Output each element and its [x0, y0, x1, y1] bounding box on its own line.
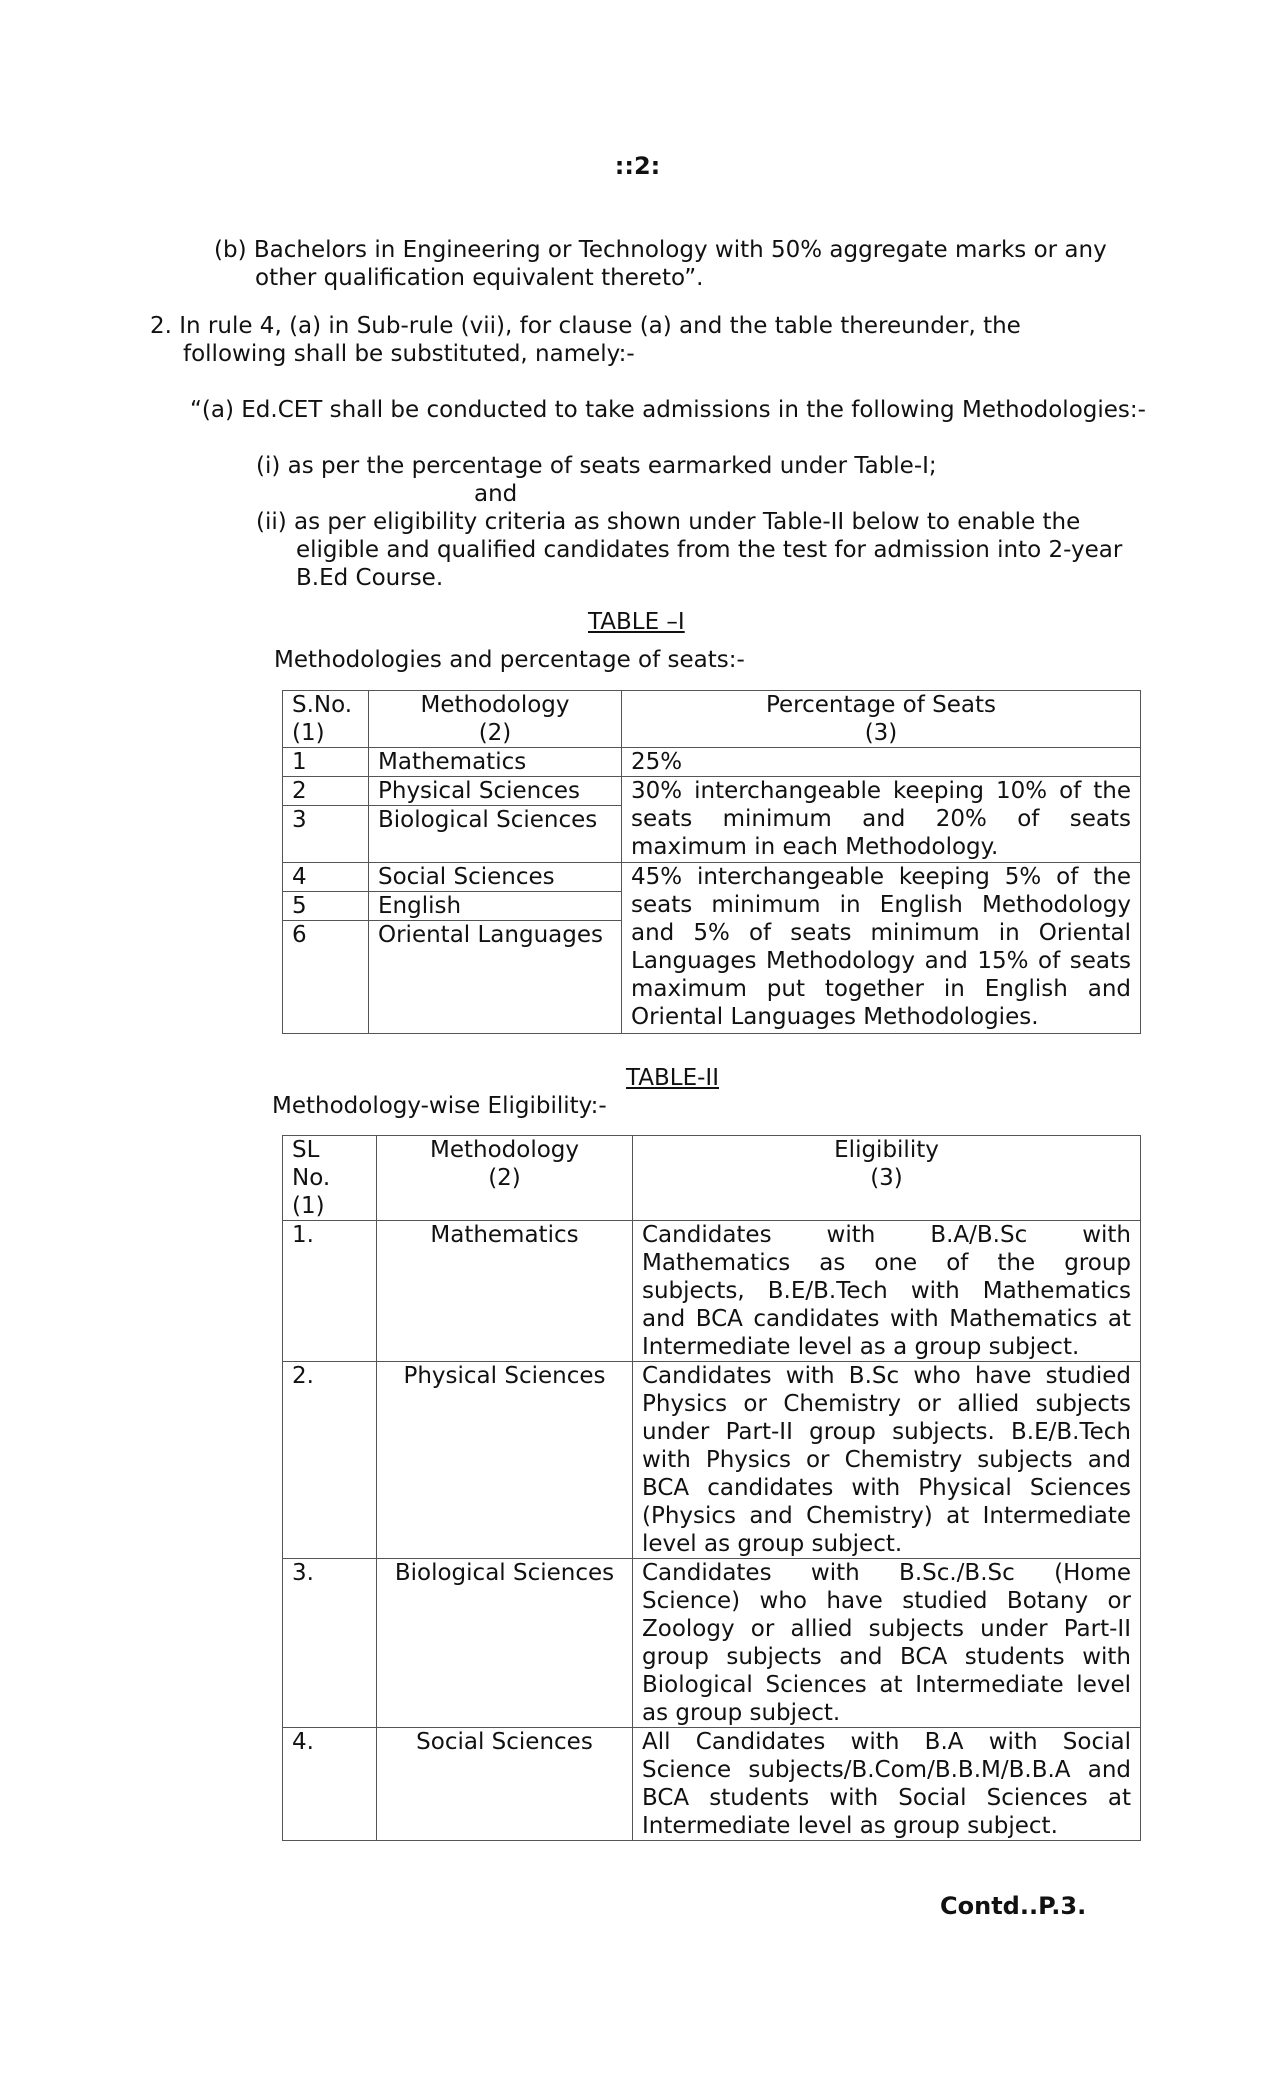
table-row	[283, 748, 1141, 777]
table-1	[282, 690, 1141, 1034]
methodology-cell: Mathematics	[377, 1221, 633, 1362]
methodology-cell: Biological Sciences	[369, 806, 622, 863]
table-2-heading: TABLE-II	[626, 1065, 719, 1091]
item-ii-line-3: B.Ed Course.	[296, 565, 444, 591]
methodology-cell: Biological Sciences	[377, 1559, 633, 1728]
methodology-cell: Oriental Languages	[369, 921, 622, 1034]
table-row	[283, 777, 1141, 806]
methodology-cell: Social Sciences	[377, 1728, 633, 1841]
eligibility-cell: Candidates with B.Sc who have studied Physics or Chemistry or allied subjects under Part-II group subjects. B.E/B.Tech with Physics or Chemistry subjects and BCA candidates with Physical Sciences (Physics and Chemistry) at Intermediate level as group subject.	[633, 1362, 1141, 1559]
item-ii-line-2: eligible and qualified candidates from the test for admission into 2-year	[296, 537, 1123, 563]
table-2-header-row	[283, 1136, 1141, 1221]
percentage-cell: 25%	[622, 748, 1141, 777]
table-row	[283, 1221, 1141, 1362]
clause-b-line-2: other qualification equivalent thereto”.	[255, 265, 704, 291]
sl-cell: 2.	[283, 1362, 377, 1559]
percentage-cell: 30% interchangeable keeping 10% of the seats minimum and 20% of seats maximum in each Methodology.	[622, 777, 1141, 863]
sl-cell: 4.	[283, 1728, 377, 1841]
clause-b-line-1: (b) Bachelors in Engineering or Technology with 50% aggregate marks or any	[214, 237, 1107, 263]
sno-cell: 6	[283, 921, 369, 1034]
header-percentage: Percentage of Seats (3)	[622, 691, 1141, 748]
methodology-cell: English	[369, 892, 622, 921]
item-ii-line-1: (ii) as per eligibility criteria as shown under Table-II below to enable the	[256, 509, 1081, 535]
sno-cell: 5	[283, 892, 369, 921]
clause-b	[214, 236, 1134, 292]
header-methodology: Methodology (2)	[369, 691, 622, 748]
item-i: (i) as per the percentage of seats earmarked under Table-I;	[256, 453, 937, 479]
table-1-heading: TABLE –I	[588, 609, 685, 635]
sno-cell: 2	[283, 777, 369, 806]
eligibility-cell: All Candidates with B.A with Social Science subjects/B.Com/B.B.M/B.B.A and BCA students with Social Sciences at Intermediate level as group subject.	[633, 1728, 1141, 1841]
methodology-cell: Mathematics	[369, 748, 622, 777]
sl-cell: 1.	[283, 1221, 377, 1362]
page-number: ::2:	[614, 152, 661, 180]
table-row	[283, 863, 1141, 892]
methodology-cell: Physical Sciences	[377, 1362, 633, 1559]
methodology-cell: Physical Sciences	[369, 777, 622, 806]
sl-cell: 3.	[283, 1559, 377, 1728]
table-1-header-row	[283, 691, 1141, 748]
table-row	[283, 1559, 1141, 1728]
table-2-caption: Methodology-wise Eligibility:-	[272, 1093, 607, 1119]
methodology-cell: Social Sciences	[369, 863, 622, 892]
header-sno: S.No. (1)	[283, 691, 369, 748]
and-word: and	[474, 481, 518, 507]
sno-cell: 1	[283, 748, 369, 777]
continued-note: Contd..P.3.	[940, 1892, 1087, 1920]
item-ii	[256, 508, 1156, 592]
table-1-caption: Methodologies and percentage of seats:-	[274, 647, 745, 673]
sno-cell: 4	[283, 863, 369, 892]
table-row	[283, 1362, 1141, 1559]
sno-cell: 3	[283, 806, 369, 863]
header-methodology: Methodology (2)	[377, 1136, 633, 1221]
eligibility-cell: Candidates with B.A/B.Sc with Mathematics as one of the group subjects, B.E/B.Tech with Mathematics and BCA candidates with Mathematics at Intermediate level as a group subject.	[633, 1221, 1141, 1362]
rule-2-line-2: following shall be substituted, namely:-	[183, 341, 635, 367]
rule-2-line-1: 2. In rule 4, (a) in Sub-rule (vii), for clause (a) and the table thereunder, the	[150, 313, 1021, 339]
percentage-cell: 45% interchangeable keeping 5% of the seats minimum in English Methodology and 5% of seats minimum in Oriental Languages Methodology and 15% of seats maximum put together in English and Oriental Languages Methodologies.	[622, 863, 1141, 1034]
header-eligibility: Eligibility (3)	[633, 1136, 1141, 1221]
clause-a: “(a) Ed.CET shall be conducted to take admissions in the following Methodologies:-	[190, 397, 1146, 423]
header-sl: SL No. (1)	[283, 1136, 377, 1221]
rule-2	[150, 312, 1130, 368]
table-row	[283, 1728, 1141, 1841]
table-2	[282, 1135, 1141, 1841]
eligibility-cell: Candidates with B.Sc./B.Sc (Home Science) who have studied Botany or Zoology or allied subjects under Part-II group subjects and BCA students with Biological Sciences at Intermediate level as group subject.	[633, 1559, 1141, 1728]
